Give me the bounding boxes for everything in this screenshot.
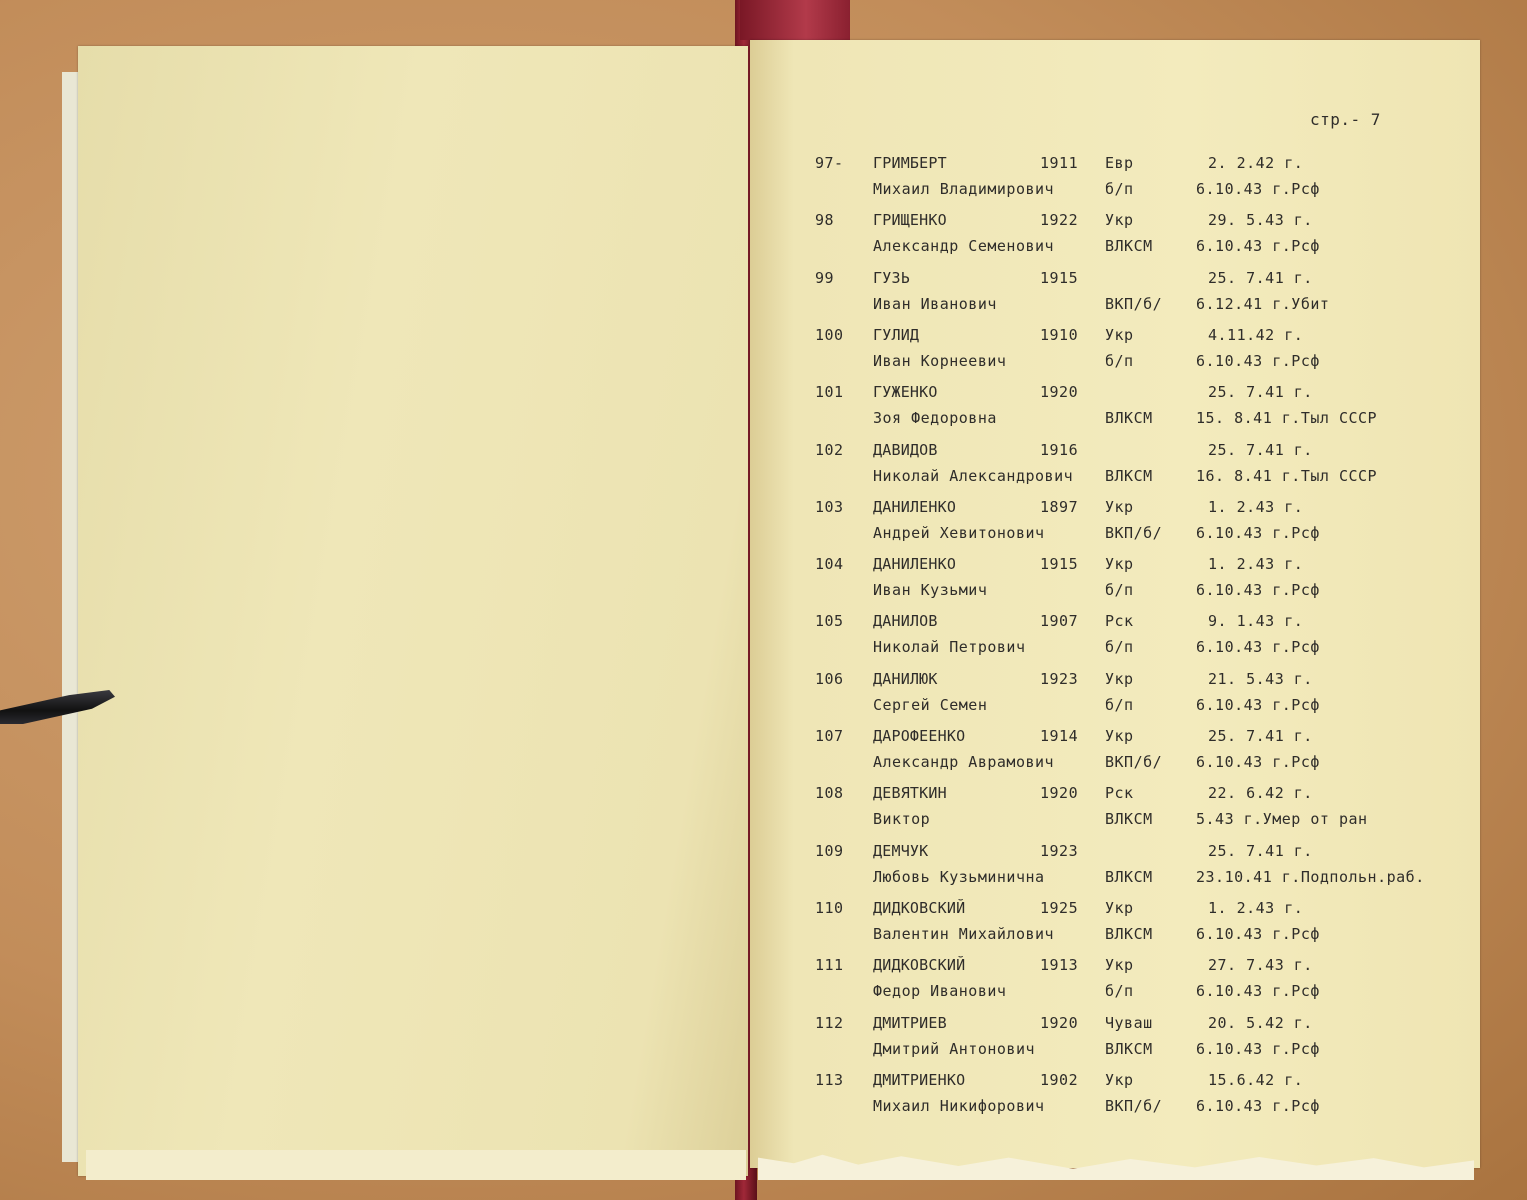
- given-names: Александр Семенович: [873, 237, 1055, 256]
- exit-date: 6.10.43 г.Рсф: [1196, 695, 1320, 714]
- party-membership: ВКП/б/: [1105, 294, 1163, 313]
- birth-year: 1907: [1040, 612, 1079, 631]
- given-names: Николай Александрович: [873, 466, 1074, 485]
- list-item: [0, 322, 1527, 379]
- entry-date: 2. 2.42 г.: [1208, 154, 1304, 172]
- list-item: [0, 666, 1527, 723]
- exit-date: 6.10.43 г.Рсф: [1196, 351, 1320, 370]
- entry-number: 109: [815, 841, 844, 860]
- list-item: [0, 608, 1527, 665]
- entry-date: 20. 5.42 г.: [1208, 1013, 1313, 1032]
- list-item: [0, 780, 1527, 837]
- exit-date: 15. 8.41 г.Тыл СССР: [1196, 409, 1378, 428]
- list-item: [0, 1067, 1527, 1124]
- entry-number: 110: [815, 898, 844, 917]
- entry-number: 111: [815, 956, 844, 975]
- party-membership: ВКП/б/: [1105, 523, 1163, 542]
- nationality: Укр: [1105, 727, 1134, 745]
- entry-number: 104: [815, 555, 844, 574]
- party-membership: б/п: [1105, 351, 1134, 370]
- exit-date: 6.12.41 г.Убит: [1196, 294, 1330, 313]
- surname: ГРИМБЕРТ: [873, 154, 947, 172]
- entry-number: 97-: [815, 154, 844, 172]
- party-membership: б/п: [1105, 695, 1134, 714]
- entry-date: 25. 7.41 г.: [1208, 727, 1313, 745]
- entry-date: 1. 2.43 г.: [1208, 497, 1304, 516]
- entry-number: 102: [815, 440, 844, 459]
- list-item: [0, 207, 1527, 264]
- party-membership: б/п: [1105, 982, 1134, 1001]
- entry-date: 29. 5.43 г.: [1208, 211, 1313, 230]
- entry-number: 100: [815, 325, 844, 344]
- surname: ДИДКОВСКИЙ: [873, 898, 966, 917]
- entry-number: 103: [815, 497, 844, 516]
- exit-date: 6.10.43 г.Рсф: [1196, 1096, 1320, 1115]
- nationality: Укр: [1105, 956, 1134, 975]
- list-item: [0, 265, 1527, 322]
- entry-date: 21. 5.43 г.: [1208, 669, 1313, 688]
- entry-date: 4.11.42 г.: [1208, 325, 1304, 344]
- birth-year: 1925: [1040, 898, 1079, 917]
- surname: ГРИЩЕНКО: [873, 211, 947, 230]
- party-membership: ВЛКСМ: [1105, 237, 1153, 256]
- birth-year: 1922: [1040, 211, 1079, 230]
- given-names: Михаил Никифорович: [873, 1096, 1045, 1115]
- entry-date: 27. 7.43 г.: [1208, 956, 1313, 975]
- list-item: [0, 723, 1527, 780]
- nationality: Укр: [1105, 211, 1134, 230]
- entry-date: 9. 1.43 г.: [1208, 612, 1304, 631]
- entry-date: 1. 2.43 г.: [1208, 555, 1304, 574]
- list-item: [0, 551, 1527, 608]
- birth-year: 1897: [1040, 497, 1079, 516]
- surname: ГУЖЕНКО: [873, 383, 938, 402]
- entry-date: 1. 2.43 г.: [1208, 898, 1304, 917]
- birth-year: 1915: [1040, 268, 1079, 287]
- entry-number: 107: [815, 727, 844, 745]
- given-names: Любовь Кузьминична: [873, 867, 1045, 886]
- surname: ГУЛИД: [873, 325, 920, 344]
- list-item: [0, 150, 1527, 207]
- list-item: [0, 379, 1527, 436]
- given-names: Сергей Семен: [873, 695, 988, 714]
- entry-number: 98: [815, 211, 835, 230]
- birth-year: 1920: [1040, 784, 1079, 803]
- entry-number: 106: [815, 669, 844, 688]
- entry-number: 113: [815, 1070, 844, 1089]
- exit-date: 16. 8.41 г.Тыл СССР: [1196, 466, 1378, 485]
- birth-year: 1923: [1040, 841, 1079, 860]
- surname: ДМИТРИЕНКО: [873, 1070, 966, 1089]
- nationality: Укр: [1105, 669, 1134, 688]
- party-membership: ВЛКСМ: [1105, 867, 1153, 886]
- surname: ДЕМЧУК: [873, 841, 929, 860]
- exit-date: 6.10.43 г.Рсф: [1196, 924, 1320, 943]
- birth-year: 1916: [1040, 440, 1079, 459]
- nationality: Укр: [1105, 898, 1134, 917]
- page-number: стр.- 7: [1310, 110, 1381, 129]
- exit-date: 6.10.43 г.Рсф: [1196, 581, 1320, 600]
- list-item: [0, 1010, 1527, 1067]
- party-membership: ВЛКСМ: [1105, 466, 1153, 485]
- surname: ДАНИЛЕНКО: [873, 497, 957, 516]
- birth-year: 1902: [1040, 1070, 1079, 1089]
- nationality: Рск: [1105, 612, 1134, 631]
- surname: ДАВИДОВ: [873, 440, 938, 459]
- given-names: Николай Петрович: [873, 638, 1026, 657]
- party-membership: ВКП/б/: [1105, 1096, 1163, 1115]
- party-membership: ВКП/б/: [1105, 753, 1163, 771]
- entry-date: 25. 7.41 г.: [1208, 268, 1313, 287]
- surname: ГУЗЬ: [873, 268, 910, 287]
- surname: ДМИТРИЕВ: [873, 1013, 947, 1032]
- given-names: Иван Кузьмич: [873, 581, 988, 600]
- given-names: Александр Аврамович: [873, 753, 1055, 771]
- given-names: Зоя Федоровна: [873, 409, 997, 428]
- entry-number: 101: [815, 383, 844, 402]
- surname: ДАНИЛЮК: [873, 669, 938, 688]
- exit-date: 5.43 г.Умер от ран: [1196, 810, 1368, 829]
- nationality: Укр: [1105, 1070, 1134, 1089]
- exit-date: 6.10.43 г.Рсф: [1196, 638, 1320, 657]
- entry-date: 15.6.42 г.: [1208, 1070, 1304, 1089]
- surname: ДАНИЛОВ: [873, 612, 938, 631]
- birth-year: 1923: [1040, 669, 1079, 688]
- nationality: Евр: [1105, 154, 1134, 172]
- nationality: Укр: [1105, 497, 1134, 516]
- birth-year: 1913: [1040, 956, 1079, 975]
- birth-year: 1914: [1040, 727, 1079, 745]
- exit-date: 6.10.43 г.Рсф: [1196, 753, 1320, 771]
- entry-number: 99: [815, 268, 835, 287]
- exit-date: 6.10.43 г.Рсф: [1196, 523, 1320, 542]
- nationality: Укр: [1105, 325, 1134, 344]
- given-names: Валентин Михайлович: [873, 924, 1055, 943]
- given-names: Дмитрий Антонович: [873, 1039, 1036, 1058]
- birth-year: 1915: [1040, 555, 1079, 574]
- entry-date: 25. 7.41 г.: [1208, 841, 1313, 860]
- list-item: [0, 494, 1527, 551]
- given-names: Андрей Хевитонович: [873, 523, 1045, 542]
- surname: ДИДКОВСКИЙ: [873, 956, 966, 975]
- birth-year: 1910: [1040, 325, 1079, 344]
- party-membership: б/п: [1105, 638, 1134, 657]
- party-membership: б/п: [1105, 581, 1134, 600]
- given-names: Виктор: [873, 810, 931, 829]
- list-item: [0, 952, 1527, 1009]
- party-membership: ВЛКСМ: [1105, 409, 1153, 428]
- given-names: Михаил Владимирович: [873, 180, 1055, 198]
- exit-date: 6.10.43 г.Рсф: [1196, 180, 1320, 198]
- given-names: Иван Корнеевич: [873, 351, 1007, 370]
- list-item: [0, 895, 1527, 952]
- nationality: Чуваш: [1105, 1013, 1153, 1032]
- party-membership: б/п: [1105, 180, 1134, 198]
- left-page-edge: [86, 1150, 746, 1180]
- surname: ДЕВЯТКИН: [873, 784, 947, 803]
- list-item: [0, 437, 1527, 494]
- given-names: Иван Иванович: [873, 294, 997, 313]
- exit-date: 6.10.43 г.Рсф: [1196, 237, 1320, 256]
- entry-date: 25. 7.41 г.: [1208, 383, 1313, 402]
- birth-year: 1920: [1040, 1013, 1079, 1032]
- birth-year: 1920: [1040, 383, 1079, 402]
- party-membership: ВЛКСМ: [1105, 1039, 1153, 1058]
- given-names: Федор Иванович: [873, 982, 1007, 1001]
- party-membership: ВЛКСМ: [1105, 810, 1153, 829]
- entry-number: 112: [815, 1013, 844, 1032]
- list-item: [0, 838, 1527, 895]
- entry-date: 22. 6.42 г.: [1208, 784, 1313, 803]
- exit-date: 6.10.43 г.Рсф: [1196, 982, 1320, 1001]
- birth-year: 1911: [1040, 154, 1079, 172]
- nationality: Укр: [1105, 555, 1134, 574]
- nationality: Рск: [1105, 784, 1134, 803]
- party-membership: ВЛКСМ: [1105, 924, 1153, 943]
- entry-number: 108: [815, 784, 844, 803]
- spine-binding: [740, 0, 850, 40]
- exit-date: 6.10.43 г.Рсф: [1196, 1039, 1320, 1058]
- entry-date: 25. 7.41 г.: [1208, 440, 1313, 459]
- entry-number: 105: [815, 612, 844, 631]
- exit-date: 23.10.41 г.Подпольн.раб.: [1196, 867, 1425, 886]
- surname: ДАРОФЕЕНКО: [873, 727, 966, 745]
- surname: ДАНИЛЕНКО: [873, 555, 957, 574]
